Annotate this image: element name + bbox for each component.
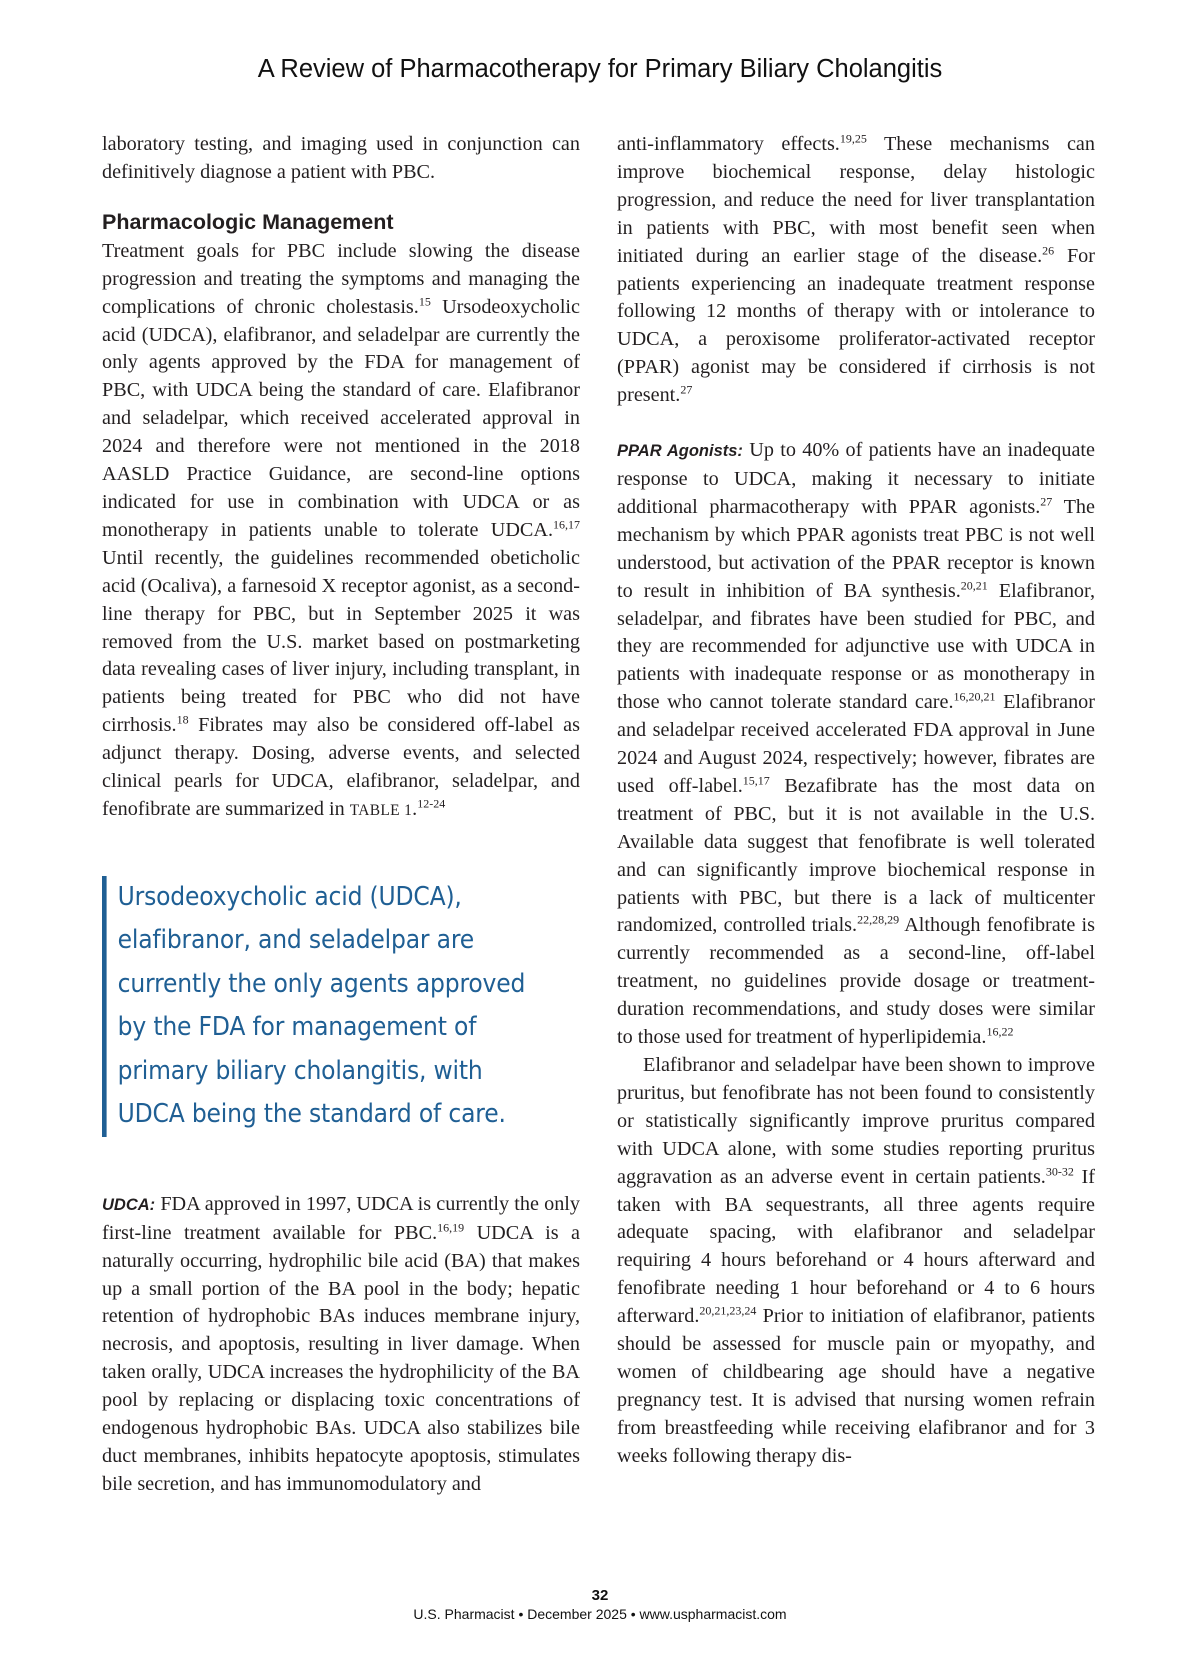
running-header: A Review of Pharmacotherapy for Primary Biliary Cholangitis (257, 55, 943, 83)
citation: 26 (1042, 243, 1055, 258)
left-column (102, 131, 580, 1499)
body-paragraph: laboratory testing, and imaging used in conjunction can definitively diagnose a patient with PBC. (102, 133, 580, 183)
pull-quote: Ursodeoxycholic acid (UDCA), elafibranor, and seladelpar are currently the only agents approved by the FDA for management of primary biliary cholangitis, with UDCA being the standard of care. (102, 876, 541, 1137)
citation: 20,21 (960, 578, 988, 593)
footer-citation: U.S. Pharmacist • December 2025 • www.uspharmacist.com (413, 1606, 787, 1622)
citation: 16,19 (437, 1220, 465, 1235)
citation: 27 (680, 382, 693, 397)
citation: 20,21,23,24 (699, 1303, 757, 1318)
citation: 15,17 (742, 773, 770, 788)
citation: 22,28,29 (857, 913, 900, 928)
citation: 16,20,21 (953, 689, 996, 704)
body-paragraph: anti-inflammatory effects.$^{19,25}$ These mechanisms can improve biochemical response, delay histologic progression, and reduce the need for liver transplantation in patients with PBC, with most benefit seen when initiated during an earlier stage of the disease.$^{26}$ For patients experiencing an inadequate treatment response following 12 months of therapy with or intolerance to UDCA, a peroxisome proliferator-activated receptor (PPAR) agonist may be considered if cirrhosis is not present.$^{27}$ (617, 131, 1095, 407)
body-paragraph: Elafibranor and seladelpar have been shown to improve pruritus, but fenofibrate has not been found to consistently or statistically significantly improve pruritus compared with UDCA alone, with some studies reporting pruritus aggravation as an adverse event in certain patients.$^{30-32}$ If taken with BA sequestrants, all three agents require adequate spacing, with elafibranor and seladelpar requiring 4 hours beforehand or 4 hours afterward and fenofibrate needing 1 hour beforehand or 4 to 6 hours afterward.$^{20,21,23,24}$ Prior to initiation of elafibranor, patients should be assessed for muscle pain or myopathy, and women of childbearing age should have a negative pregnancy test. It is advised that nursing women refrain from breastfeeding while receiving elafibranor and for 3 weeks following therapy dis- (617, 1054, 1095, 1467)
page-number: 32 (591, 1587, 609, 1604)
citation: 18 (176, 712, 189, 727)
citation: 16,17 (553, 517, 580, 532)
citation: 30-32 (1045, 1164, 1074, 1179)
body-paragraph: Treatment goals for PBC include slowing the disease progression and treating the symptoms and managing the complications of chronic cholestasis.$^{15}$ Ursodeoxycholic acid (UDCA), elafibranor, and seladelpar are currently the only agents approved by the FDA for management of PBC, with UDCA being the standard of care. Elafibranor and seladelpar, which received accelerated approval in 2024 and therefore were not mentioned in the 2018 AASLD Practice Guidance, are second-line options indicated for use in combination with UDCA or as monotherapy in patients unable to tolerate UDCA.$^{16,17}$ Until recently, the guidelines recommended obeticholic acid (Ocaliva), a farnesoid X receptor agonist, as a second-line therapy for PBC, but in September 2025 it was removed from the U.S. market based on postmarketing data revealing cases of liver injury, including transplant, in patients being treated for PBC who did not have cirrhosis.$^{18}$ Fibrates may also be considered off-label as adjunct therapy. Dosing, adverse events, and selected clinical pearls for UDCA, elafibranor, seladelpar, and fenofibrate are summarized in TABLE 1.$^{12-24}$ (102, 239, 580, 820)
table-reference: TABLE 1 (349, 801, 413, 819)
paragraph-gap (617, 410, 1095, 437)
citation: 27 (1040, 494, 1053, 509)
section-heading: Pharmacologic Management (102, 209, 394, 234)
citation: 16,22 (986, 1024, 1014, 1039)
body-paragraph: PPAR Agonists: Up to 40% of patients have an inadequate response to UDCA, making it necessary to initiate additional pharmacotherapy with PPAR agonists.$^{27}$ The mechanism by which PPAR agonists treat PBC is not well understood, but activation of the PPAR receptor is known to result in inhibition of BA synthesis.$^{20,21}$ Elafibranor, seladelpar, and fibrates have been studied for PBC, and they are recommended for adjunctive use with UDCA in patients with inadequate response or as monotherapy in those who cannot tolerate standard care.$^{16,20,21}$ Elafibranor and seladelpar received accelerated FDA approval in June 2024 and August 2024, respectively; however, fibrates are used off-label.$^{15,17}$ Bezafibrate has the most data on treatment of PBC, but it is not available in the U.S. Available data suggest that fenofibrate is well tolerated and can significantly improve biochemical response in patients with PBC, but there is a lack of multicenter randomized, controlled trials.$^{22,28,29}$ Although fenofibrate is currently recommended as a second-line, off-label treatment, no guidelines provide dosage or treatment-duration recommendations, and study doses were similar to those used for treatment of hyperlipidemia.$^{16,22}$ (617, 439, 1095, 1049)
run-in-heading: PPAR Agonists: (617, 442, 743, 461)
citation: 12-24 (417, 796, 446, 811)
body-paragraph: UDCA: FDA approved in 1997, UDCA is currently the only first-line treatment available for PBC.$^{16,19}$ UDCA is a naturally occurring, hydrophilic bile acid (BA) that makes up a small portion of the BA pool in the body; hepatic retention of hydrophobic BAs induces membrane injury, necrosis, and apoptosis, resulting in liver damage. When taken orally, UDCA increases the hydrophilicity of the BA pool by replacing or displacing toxic concentrations of endogenous hydrophobic BAs. UDCA also stabilizes bile duct membranes, inhibits hepatocyte apoptosis, stimulates bile secretion, and has immunomodulatory and (102, 1192, 580, 1495)
run-in-heading: UDCA: (102, 1195, 156, 1214)
citation: 15 (418, 294, 431, 309)
citation: 19,25 (839, 131, 867, 146)
right-column (617, 131, 1095, 1471)
